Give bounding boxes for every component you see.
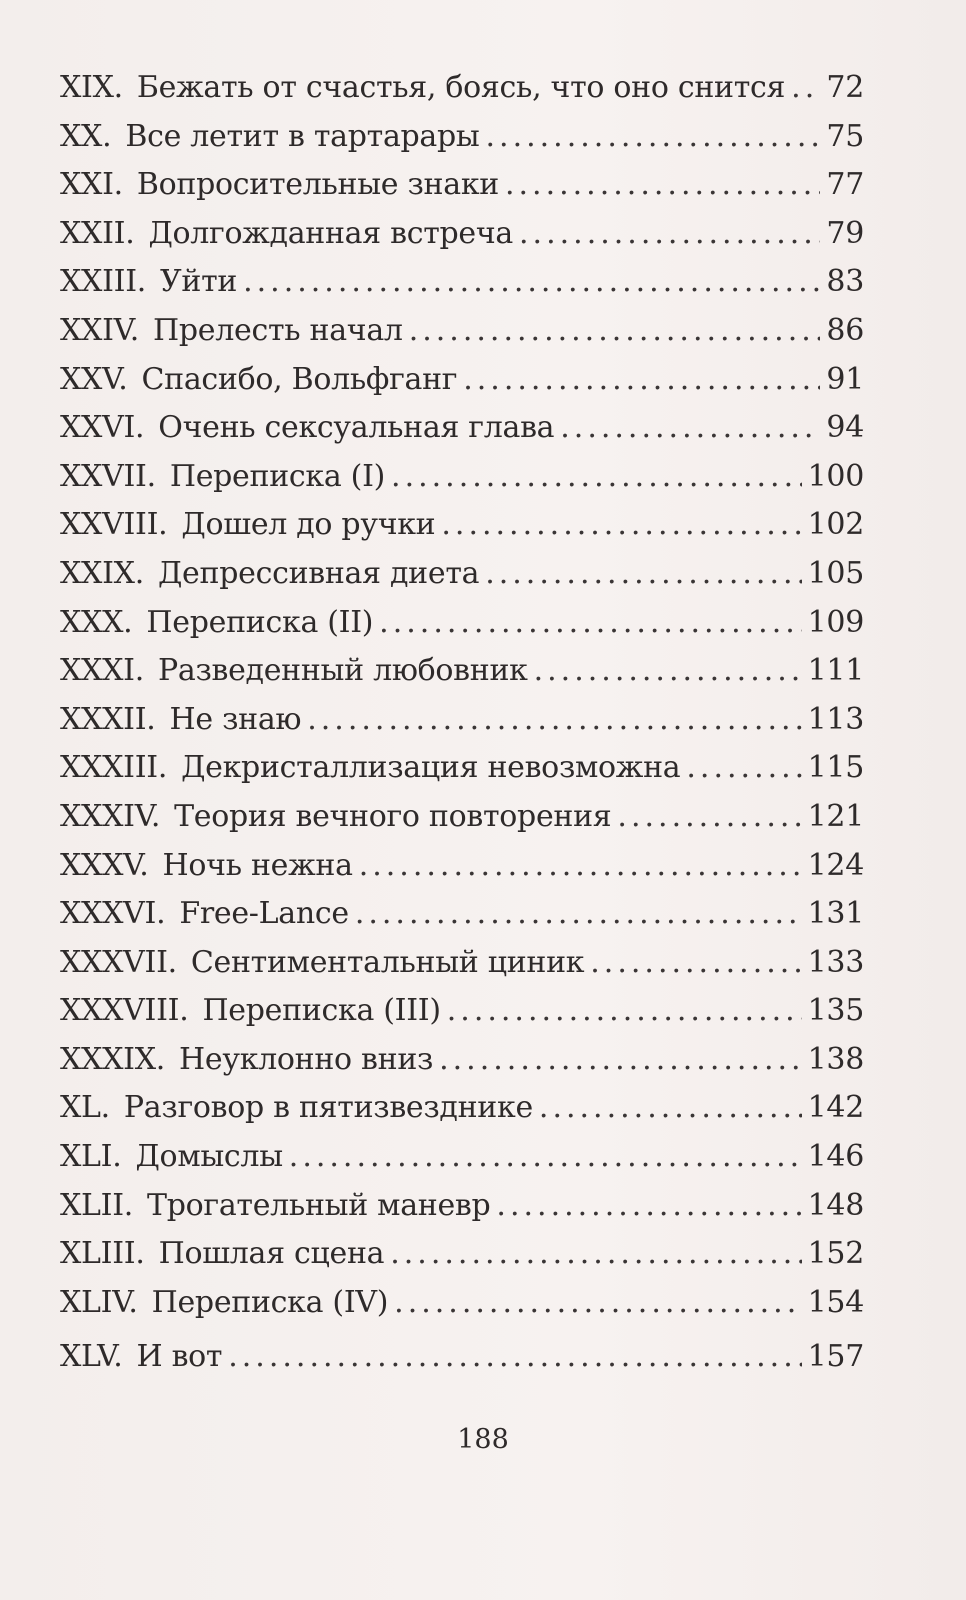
chapter-number: XXII.	[60, 215, 135, 251]
chapter-title: И вот	[136, 1339, 223, 1375]
dot-leader	[243, 258, 820, 307]
dot-leader	[307, 696, 801, 745]
chapter-title: Переписка (II)	[146, 604, 374, 640]
dot-leader	[485, 550, 801, 599]
dot-leader	[355, 890, 802, 939]
chapter-number: XXX.	[60, 604, 133, 640]
chapter-number: XLIV.	[60, 1284, 138, 1320]
toc-entry	[60, 1230, 864, 1279]
chapter-title: Трогательный маневр	[147, 1187, 491, 1223]
toc-entry	[60, 1084, 864, 1133]
chapter-number: XLIII.	[60, 1236, 145, 1272]
chapter-title: Вопросительные знаки	[136, 167, 499, 203]
table-of-contents	[60, 64, 864, 1382]
dot-leader	[441, 501, 801, 550]
toc-entry	[60, 744, 864, 793]
chapter-number: XXXIII.	[60, 750, 168, 786]
dot-leader	[379, 599, 801, 648]
toc-entry	[60, 599, 864, 648]
toc-entry	[60, 453, 864, 502]
toc-entry	[60, 550, 864, 599]
chapter-number: XXIV.	[60, 312, 140, 348]
toc-entry	[60, 113, 864, 162]
chapter-title: Очень сексуальная глава	[158, 410, 555, 446]
dot-leader	[590, 939, 801, 988]
chapter-number: XXVI.	[60, 410, 145, 446]
chapter-number: XXXIX.	[60, 1041, 166, 1077]
chapter-title: Переписка (III)	[202, 993, 441, 1029]
dot-leader	[463, 356, 820, 405]
toc-entry	[60, 647, 864, 696]
chapter-page-number: 79	[826, 215, 864, 251]
chapter-title: Спасибо, Вольфганг	[141, 361, 458, 397]
chapter-title: Разговор в пятизвезднике	[123, 1090, 533, 1126]
dot-leader	[390, 1230, 801, 1279]
chapter-number: XLV.	[60, 1339, 123, 1375]
chapter-number: XXI.	[60, 167, 123, 203]
chapter-page-number: 121	[807, 798, 864, 834]
chapter-number: XXVIII.	[60, 507, 168, 543]
dot-leader	[439, 1036, 802, 1085]
dot-leader	[394, 1279, 801, 1328]
toc-entry	[60, 1279, 864, 1328]
dot-leader	[486, 113, 821, 162]
chapter-page-number: 86	[826, 312, 864, 348]
dot-leader	[519, 210, 820, 259]
dot-leader	[539, 1084, 802, 1133]
chapter-page-number: 109	[807, 604, 864, 640]
chapter-title: Неуклонно вниз	[179, 1041, 434, 1077]
chapter-number: XXIX.	[60, 555, 144, 591]
dot-leader	[791, 64, 820, 113]
chapter-title: Дошел до ручки	[181, 507, 436, 543]
chapter-page-number: 102	[807, 507, 864, 543]
chapter-page-number: 77	[826, 167, 864, 203]
chapter-page-number: 154	[807, 1284, 864, 1320]
dot-leader	[560, 404, 820, 453]
chapter-title: Разведенный любовник	[157, 653, 528, 689]
chapter-title: Домыслы	[135, 1139, 283, 1175]
chapter-title: Переписка (IV)	[151, 1284, 389, 1320]
toc-entry	[60, 987, 864, 1036]
dot-leader	[505, 161, 820, 210]
chapter-page-number: 115	[807, 750, 864, 786]
toc-entry	[60, 1036, 864, 1085]
chapter-number: XXXI.	[60, 653, 144, 689]
chapter-number: XLII.	[60, 1187, 134, 1223]
chapter-page-number: 152	[807, 1236, 864, 1272]
chapter-title: Прелесть начал	[153, 312, 403, 348]
dot-leader	[447, 987, 802, 1036]
chapter-page-number: 75	[826, 118, 864, 154]
chapter-page-number: 111	[807, 653, 864, 689]
chapter-number: XXXV.	[60, 847, 149, 883]
chapter-page-number: 133	[807, 944, 864, 980]
chapter-title: Ночь нежна	[162, 847, 353, 883]
chapter-page-number: 131	[807, 896, 864, 932]
chapter-number: XXV.	[60, 361, 128, 397]
toc-entry	[60, 696, 864, 745]
chapter-title: Депрессивная диета	[157, 555, 480, 591]
chapter-page-number: 146	[807, 1139, 864, 1175]
chapter-number: XXXIV.	[60, 798, 161, 834]
chapter-page-number: 105	[807, 555, 864, 591]
chapter-page-number: 138	[807, 1041, 864, 1077]
chapter-title: Переписка (I)	[169, 458, 386, 494]
chapter-page-number: 72	[826, 70, 864, 105]
chapter-page-number: 83	[826, 264, 864, 300]
toc-entry	[60, 64, 864, 113]
chapter-number: XXXII.	[60, 701, 156, 737]
dot-leader	[617, 793, 801, 842]
chapter-page-number: 157	[807, 1339, 864, 1375]
chapter-number: XXVII.	[60, 458, 156, 494]
dot-leader	[289, 1133, 802, 1182]
chapter-title: Все летит в тартарары	[125, 118, 480, 154]
chapter-title: Сентиментальный циник	[190, 944, 585, 980]
toc-entry	[60, 307, 864, 356]
dot-leader	[228, 1333, 801, 1382]
toc-entry	[60, 501, 864, 550]
page-number: 188	[457, 1424, 509, 1455]
toc-entry	[60, 161, 864, 210]
chapter-page-number: 100	[807, 458, 864, 494]
chapter-page-number: 142	[807, 1090, 864, 1126]
dot-leader	[359, 842, 802, 891]
chapter-title: Теория вечного повторения	[174, 798, 612, 834]
chapter-page-number: 113	[807, 701, 864, 737]
toc-entry	[60, 1182, 864, 1231]
toc-entry	[60, 356, 864, 405]
chapter-title: Бежать от счастья, боясь, что оно снится	[136, 70, 786, 105]
chapter-number: XL.	[60, 1090, 110, 1126]
toc-entry	[60, 1133, 864, 1182]
chapter-title: Декристаллизация невозможна	[181, 750, 681, 786]
chapter-title: Не знаю	[169, 701, 302, 737]
chapter-number: XXXVI.	[60, 896, 166, 932]
dot-leader	[391, 453, 802, 502]
chapter-number: XXXVIII.	[60, 993, 189, 1029]
toc-entry	[60, 404, 864, 453]
toc-entry	[60, 890, 864, 939]
chapter-page-number: 91	[826, 361, 864, 397]
chapter-title: Free-Lance	[179, 896, 349, 932]
toc-entry	[60, 842, 864, 891]
chapter-page-number: 124	[807, 847, 864, 883]
chapter-title: Пошлая сцена	[158, 1236, 385, 1272]
chapter-title: Долгожданная встреча	[148, 215, 514, 251]
chapter-number: XIX.	[60, 70, 123, 105]
chapter-page-number: 135	[807, 993, 864, 1029]
chapter-title: Уйти	[160, 264, 238, 300]
dot-leader	[686, 744, 801, 793]
toc-entry	[60, 210, 864, 259]
dot-leader	[534, 647, 802, 696]
chapter-number: XXIII.	[60, 264, 147, 300]
chapter-number: XX.	[60, 118, 112, 154]
chapter-number: XXXVII.	[60, 944, 177, 980]
toc-entry	[60, 258, 864, 307]
toc-entry	[60, 939, 864, 988]
toc-entry	[60, 1333, 864, 1382]
chapter-page-number: 94	[826, 410, 864, 446]
toc-entry	[60, 793, 864, 842]
dot-leader	[409, 307, 821, 356]
chapter-number: XLI.	[60, 1139, 122, 1175]
chapter-page-number: 148	[807, 1187, 864, 1223]
dot-leader	[496, 1182, 801, 1231]
